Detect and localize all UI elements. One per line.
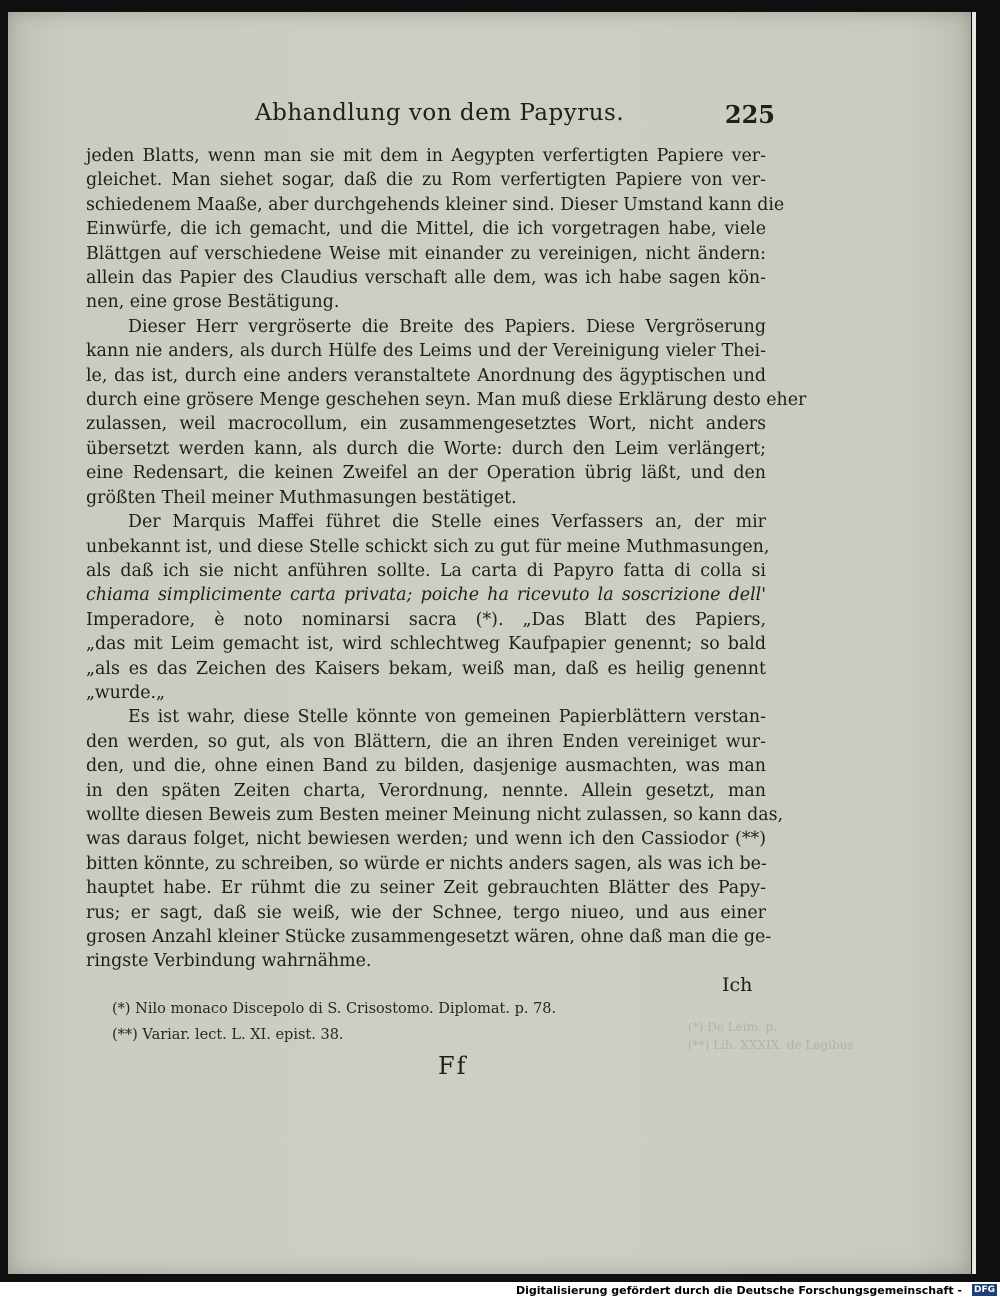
text-line: allein das Papier des Claudius verschaft alle dem, was ich habe sagen kön- bbox=[86, 268, 766, 289]
text-line: hauptet habe. Er rühmt die zu seiner Zeit gebrauchten Blätter des Papy- bbox=[86, 878, 766, 899]
dfg-logo: DFG bbox=[973, 1285, 995, 1295]
text-line: zulassen, weil macrocollum, ein zusammengesetztes Wort, nicht anders bbox=[86, 414, 766, 435]
text-line: rus; er sagt, daß sie weiß, wie der Schnee, tergo niueo, und aus einer bbox=[86, 902, 766, 923]
catchword: Ich bbox=[722, 974, 753, 996]
running-title: Abhandlung von dem Papyrus. bbox=[255, 100, 625, 126]
text-line: le, das ist, durch eine anders veranstaltete Anordnung des ägyptischen und bbox=[86, 365, 766, 386]
page-edge bbox=[972, 12, 976, 1274]
text-line: jeden Blatts, wenn man sie mit dem in Aegypten verfertigten Papiere ver- bbox=[86, 146, 766, 166]
text-line: ringste Verbindung wahrnähme. bbox=[86, 951, 372, 972]
text-line: übersetzt werden kann, als durch die Worte: durch den Leim verlängert; bbox=[86, 438, 766, 459]
italian-quote-line: chiama simplicimente carta privata; poiche ha ricevuto la soscrizione dell' bbox=[86, 585, 766, 606]
text-line: größten Theil meiner Muthmasungen bestätiget. bbox=[86, 487, 517, 508]
text-line: Imperadore, è noto nominarsi sacra (*). „Das Blatt des Papiers, bbox=[86, 609, 766, 630]
text-line: „als es das Zeichen des Kaisers bekam, weiß man, daß es heilig genennt bbox=[86, 658, 766, 679]
text-line: in den späten Zeiten charta, Verordnung, nennte. Allein gesetzt, man bbox=[86, 780, 766, 801]
text-line: wollte diesen Beweis zum Besten meiner Meinung nicht zulassen, so kann das, bbox=[86, 804, 784, 825]
text-line: durch eine grösere Menge geschehen seyn. Man muß diese Erklärung desto eher bbox=[86, 390, 807, 411]
text-line: Blättgen auf verschiedene Weise mit einander zu vereinigen, nicht ändern: bbox=[86, 243, 766, 264]
signature-mark: Ff bbox=[438, 1052, 468, 1080]
text-line: „wurde.„ bbox=[86, 682, 166, 703]
paragraph-4 bbox=[86, 705, 784, 973]
text-line: Es ist wahr, diese Stelle könnte von gemeinen Papierblättern verstan- bbox=[128, 707, 766, 728]
text-line: unbekannt ist, und diese Stelle schickt sich zu gut für meine Muthmasungen, bbox=[86, 536, 770, 557]
text-line: nen, eine grose Bestätigung. bbox=[86, 292, 340, 313]
paragraph-1 bbox=[86, 144, 785, 315]
text-line: schiedenem Maaße, aber durchgehends kleiner sind. Dieser Umstand kann die bbox=[86, 194, 785, 215]
text-line: den werden, so gut, als von Blättern, die an ihren Enden vereiniget wur- bbox=[86, 731, 766, 752]
footnotes bbox=[112, 996, 556, 1048]
bleedthrough-line: (**) Lib. XXXIX. de Legibus bbox=[688, 1038, 854, 1052]
text-line: Einwürfe, die ich gemacht, und die Mittel, die ich vorgetragen habe, viele bbox=[86, 219, 766, 240]
text-line: kann nie anders, als durch Hülfe des Leims und der Vereinigung vieler Thei- bbox=[86, 341, 766, 362]
text-line: eine Redensart, die keinen Zweifel an der Operation übrig läßt, und den bbox=[86, 463, 766, 484]
text-line: „das mit Leim gemacht ist, wird schlechtweg Kaufpapier genennt; so bald bbox=[86, 634, 766, 655]
bleedthrough-line: (*) De Leim. p. bbox=[688, 1020, 778, 1034]
footnote-2: (**) Variar. lect. L. XI. epist. 38. bbox=[112, 1027, 344, 1043]
body-text bbox=[86, 144, 807, 974]
text-line: bitten könnte, zu schreiben, so würde er nichts anders sagen, als was ich be- bbox=[86, 853, 767, 874]
funding-credit: Digitalisierung gefördert durch die Deutsche Forschungsgemeinschaft - bbox=[515, 1284, 962, 1297]
text-line: grosen Anzahl kleiner Stücke zusammengesetzt wären, ohne daß man die ge- bbox=[86, 927, 772, 947]
text-line: den, und die, ohne einen Band zu bilden, dasjenige ausmachten, was man bbox=[86, 756, 766, 777]
text-line: Dieser Herr vergröserte die Breite des Papiers. Diese Vergröserung bbox=[128, 316, 766, 337]
running-head bbox=[255, 100, 775, 134]
text-line: gleichet. Man siehet sogar, daß die zu Rom verfertigten Papiere von ver- bbox=[86, 170, 766, 191]
page-number: 225 bbox=[724, 100, 775, 129]
text-line: als daß ich sie nicht anführen sollte. La carta di Papyro fatta di colla si bbox=[86, 560, 766, 581]
paragraph-2 bbox=[86, 315, 807, 510]
text-line: Der Marquis Maffei führet die Stelle eines Verfassers an, der mir bbox=[128, 512, 766, 533]
paragraph-3 bbox=[86, 510, 770, 705]
text-line: was daraus folget, nicht bewiesen werden; und wenn ich den Cassiodor (**) bbox=[86, 829, 766, 850]
footnote-1: (*) Nilo monaco Discepolo di S. Crisostomo. Diplomat. p. 78. bbox=[112, 1001, 557, 1017]
bleedthrough-text bbox=[688, 1018, 854, 1054]
